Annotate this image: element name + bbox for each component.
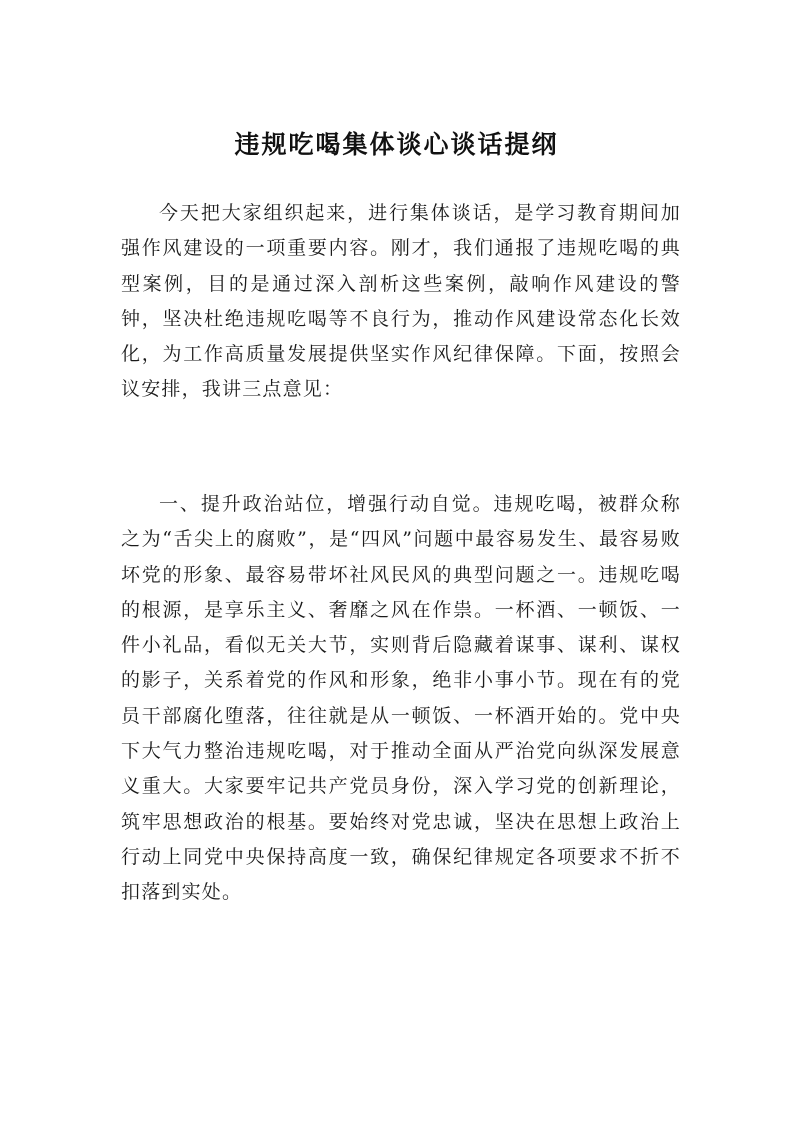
document-title: 违规吃喝集体谈心谈话提纲	[234, 130, 559, 159]
paragraph-point-one: 一、提升政治站位，增强行动自觉。违规吃喝，被群众称之为“舌尖上的腐败”，是“四风”问题中最容易发生、最容易败坏党的形象、最容易带坏社风民风的典型问题之一。违规吃喝的根源，是享乐主义、奢靡之风在作祟。一杯酒、一顿饭、一件小礼品，看似无关大节，实则背后隐藏着谋事、谋利、谋权的影子，关系着党的作风和形象，绝非小事小节。现在有的党员干部腐化堕落，往往就是从一顿饭、一杯酒开始的。党中央下大气力整治违规吃喝，对于推动全面从严治党向纵深发展意义重大。大家要牢记共产党员身份，深入学习党的创新理论，筑牢思想政治的根基。要始终对党忠诚，坚决在思想上政治上行动上同党中央保持高度一致，确保纪律规定各项要求不折不扣落到实处。	[121, 493, 681, 904]
paragraph-intro: 今天把大家组织起来，进行集体谈话，是学习教育期间加强作风建设的一项重要内容。刚才，我们通报了违规吃喝的典型案例，目的是通过深入剖析这些案例，敲响作风建设的警钟，坚决杜绝违规吃喝等不良行为，推动作风建设常态化长效化，为工作高质量发展提供坚实作风纪律保障。下面，按照会议安排，我讲三点意见：	[121, 202, 681, 401]
